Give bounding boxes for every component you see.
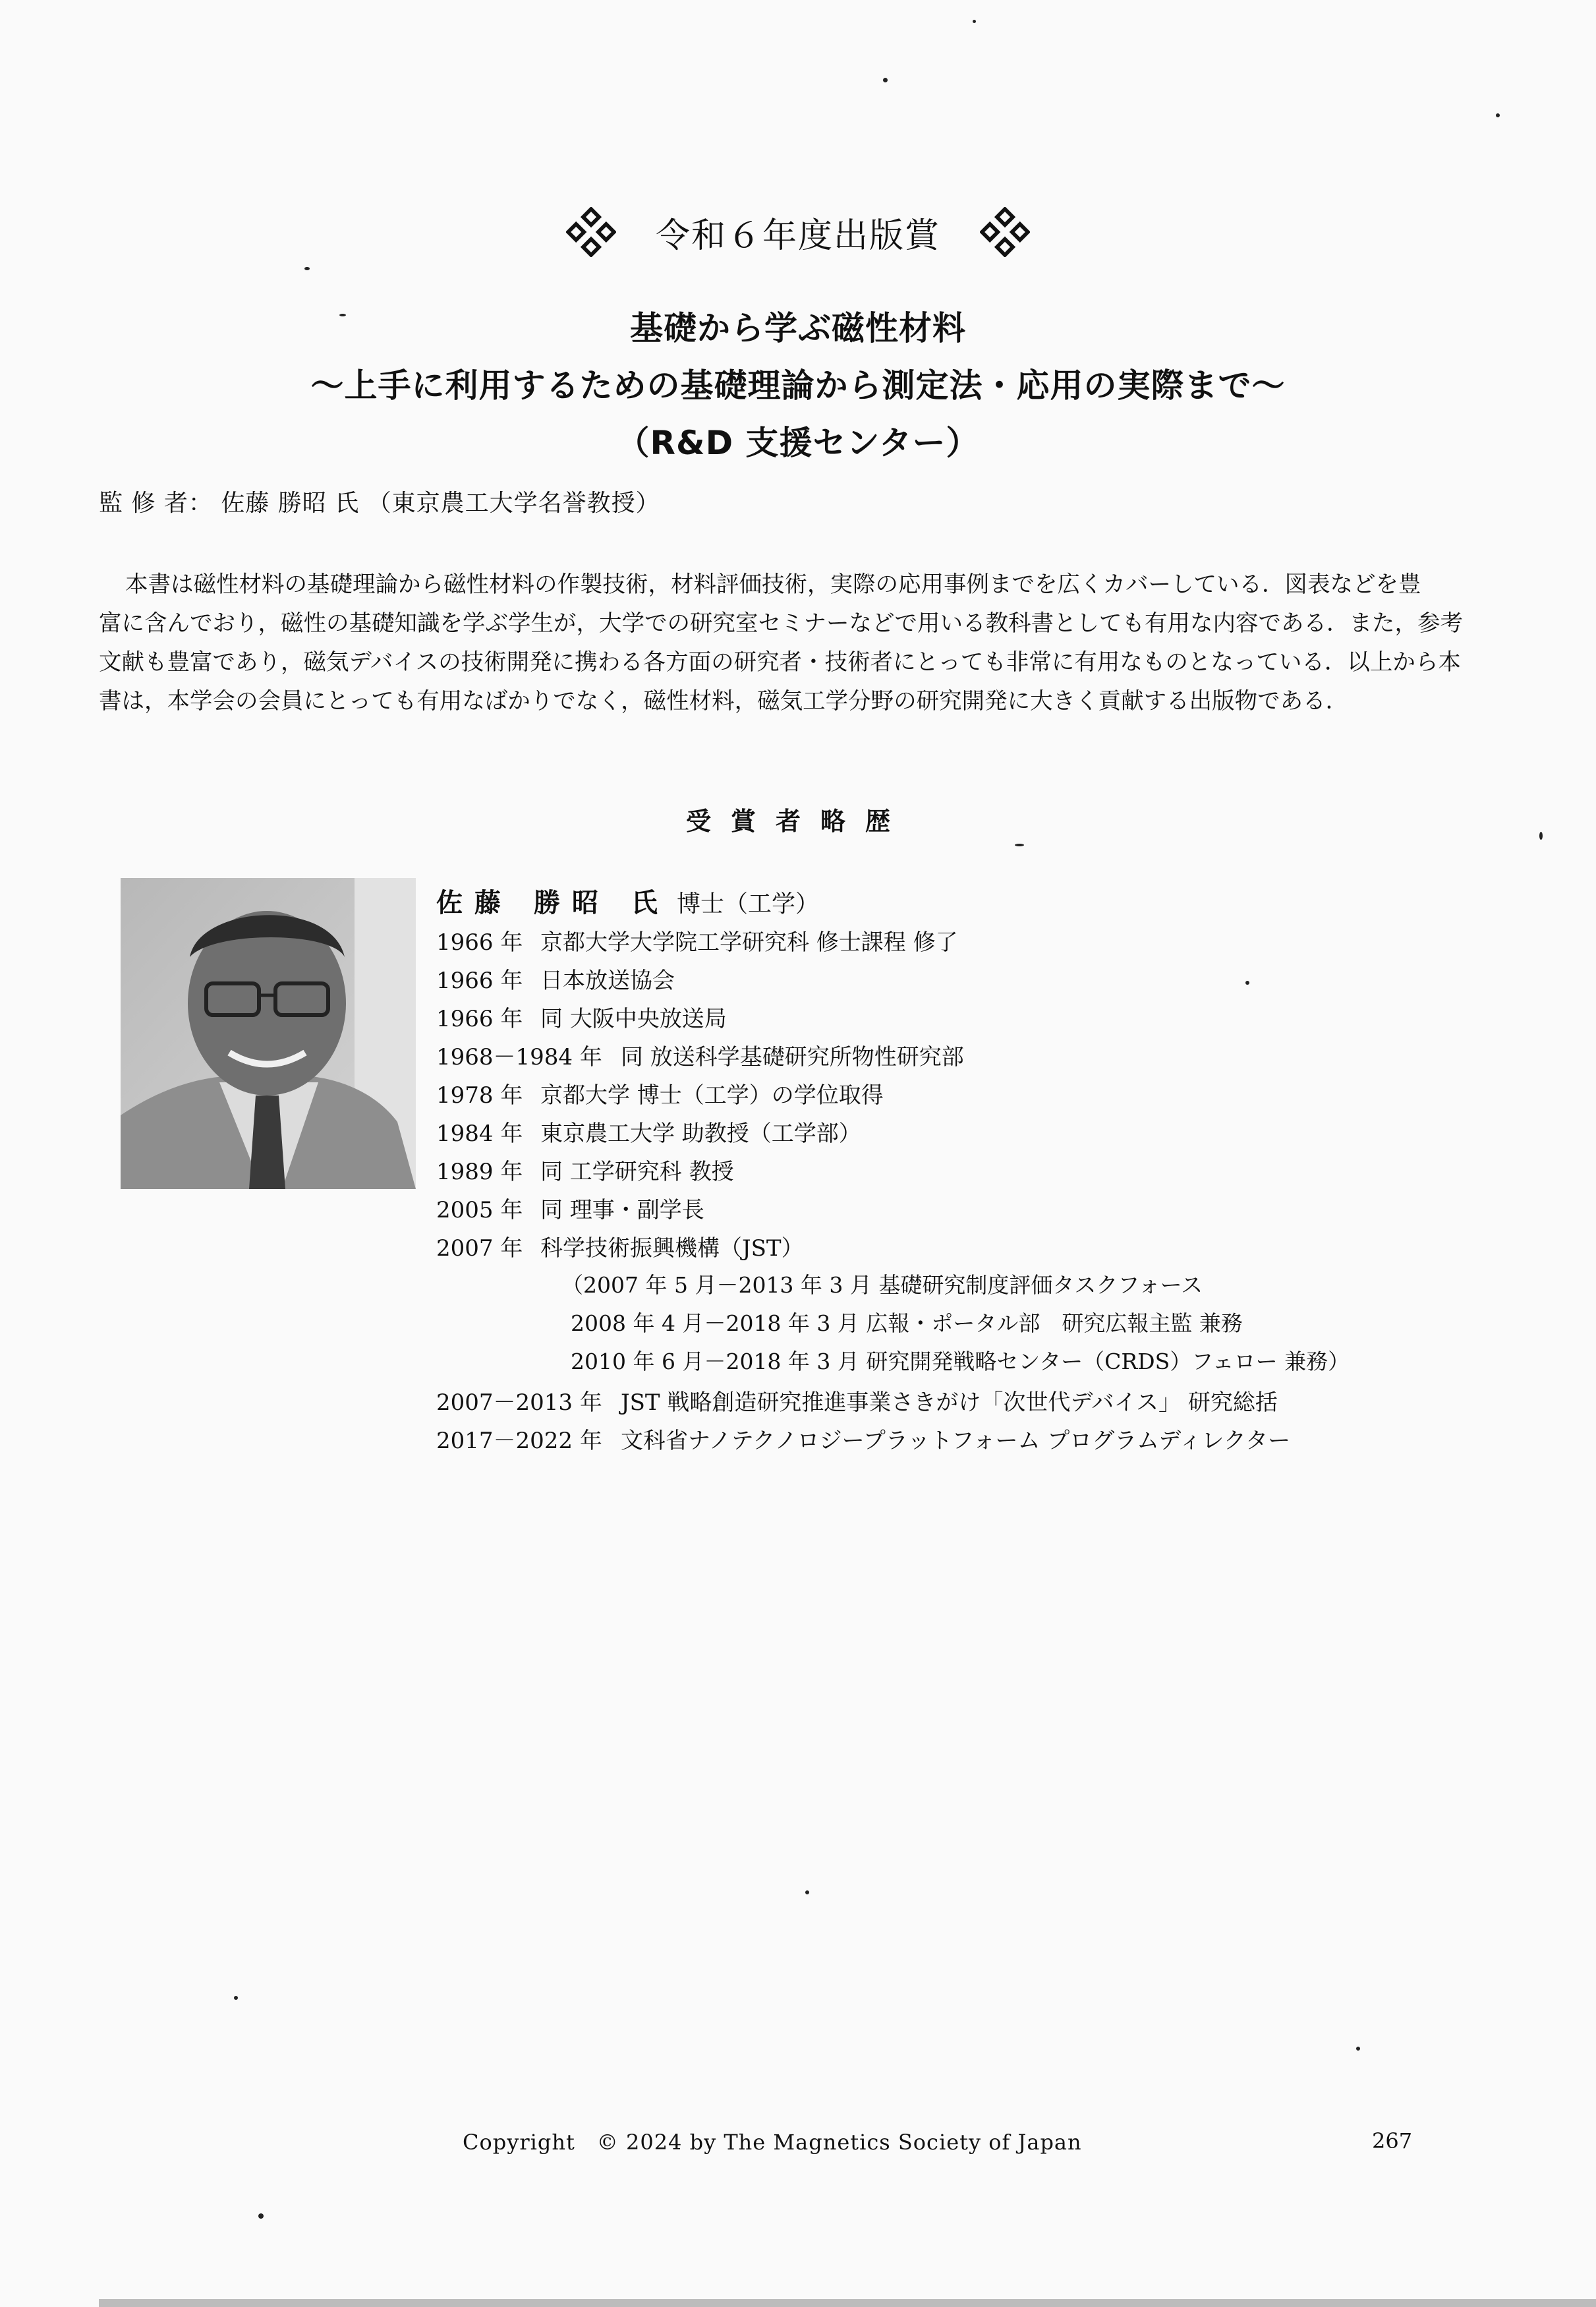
diamond-ornament-icon xyxy=(980,207,1030,257)
scan-edge xyxy=(99,2299,1596,2307)
career-description: JST 戦略創造研究推進事業さきがけ「次世代デバイス」 研究総括 xyxy=(621,1389,1278,1416)
diamond-ornament-icon xyxy=(566,207,616,257)
scan-speck xyxy=(805,1890,809,1894)
page-number: 267 xyxy=(1372,2128,1413,2153)
career-year: 1989 年 xyxy=(436,1159,523,1185)
career-description: 京都大学 博士（工学）の学位取得 xyxy=(540,1082,884,1109)
career-year: 1966 年 xyxy=(436,1006,523,1032)
copyright-notice: Copyright © 2024 by The Magnetics Society of Japan xyxy=(463,2130,1082,2155)
scan-speck xyxy=(1539,832,1543,840)
book-publisher: （R&D 支援センター） xyxy=(616,424,980,462)
award-title: 令和６年度出版賞 xyxy=(655,216,940,256)
book-subtitle: ～上手に利用するための基礎理論から測定法・応用の実際まで～ xyxy=(310,366,1286,405)
career-year: 2017－2022 年 xyxy=(436,1428,602,1454)
book-title: 基礎から学ぶ磁性材料 xyxy=(630,309,966,347)
awardee-degree: 博士（工学） xyxy=(676,891,819,918)
award-heading xyxy=(0,206,1596,258)
career-year: 2007 年 xyxy=(436,1235,523,1262)
description-line: 書は，本学会の会員にとっても有用なばかりでなく，磁性材料，磁気工学分野の研究開発に大きく貢献する出版物である． xyxy=(99,688,1349,715)
career-year: 1966 年 xyxy=(436,929,523,956)
bio-heading: 受賞者略歴 xyxy=(685,807,910,836)
scan-speck xyxy=(258,2213,264,2219)
career-description: 同 大阪中央放送局 xyxy=(540,1006,727,1032)
description-line: 富に含んでおり，磁性の基礎知識を学ぶ学生が，大学での研究室セミナーなどで用いる教科書としても有用な内容である．また，参考 xyxy=(99,610,1463,637)
scan-speck xyxy=(973,20,976,23)
career-year: 1966 年 xyxy=(436,968,523,994)
scan-speck xyxy=(304,267,310,270)
scan-speck xyxy=(339,314,346,316)
career-description: 同 放送科学基礎研究所物性研究部 xyxy=(621,1044,964,1070)
career-description: 京都大学大学院工学研究科 修士課程 修了 xyxy=(540,929,958,956)
career-description: 科学技術振興機構（JST） xyxy=(540,1235,804,1262)
jst-detail-line: （2007 年 5 月－2013 年 3 月 基礎研究制度評価タスクフォース xyxy=(561,1272,1203,1298)
career-description: 文科省ナノテクノロジープラットフォーム プログラムディレクター xyxy=(621,1428,1291,1454)
scan-speck xyxy=(1496,113,1500,117)
jst-detail-line: 2008 年 4 月－2018 年 3 月 広報・ポータル部 研究広報主監 兼務 xyxy=(571,1310,1243,1336)
career-year: 1978 年 xyxy=(436,1082,523,1109)
description-line: 文献も豊富であり，磁気デバイスの技術開発に携わる各方面の研究者・技術者にとっても非常に有用なものとなっている．以上から本 xyxy=(99,649,1461,676)
portrait-photo xyxy=(121,878,416,1189)
career-description: 日本放送協会 xyxy=(540,968,675,994)
scan-speck xyxy=(1356,2047,1360,2051)
career-year: 1968－1984 年 xyxy=(436,1044,602,1070)
scan-speck xyxy=(883,78,888,82)
career-description: 東京農工大学 助教授（工学部） xyxy=(540,1121,861,1147)
scan-speck xyxy=(1245,981,1249,985)
awardee-name-row xyxy=(436,882,819,920)
career-description: 同 工学研究科 教授 xyxy=(540,1159,734,1185)
career-description: 同 理事・副学長 xyxy=(540,1197,704,1223)
scan-speck xyxy=(1015,844,1024,846)
jst-detail-line: 2010 年 6 月－2018 年 3 月 研究開発戦略センター（CRDS）フェロー 兼務） xyxy=(571,1349,1350,1374)
supervisor-line: 監 修 者： 佐藤 勝昭 氏 （東京農工大学名誉教授） xyxy=(99,490,660,517)
scan-speck xyxy=(234,1996,238,2000)
awardee-name: 佐藤 勝昭 氏 xyxy=(436,888,670,918)
career-year: 1984 年 xyxy=(436,1121,523,1147)
description-line: 本書は磁性材料の基礎理論から磁性材料の作製技術，材料評価技術，実際の応用事例までを広くカバーしている．図表などを豊 xyxy=(125,571,1421,598)
career-year: 2005 年 xyxy=(436,1197,523,1223)
career-year: 2007－2013 年 xyxy=(436,1389,602,1416)
